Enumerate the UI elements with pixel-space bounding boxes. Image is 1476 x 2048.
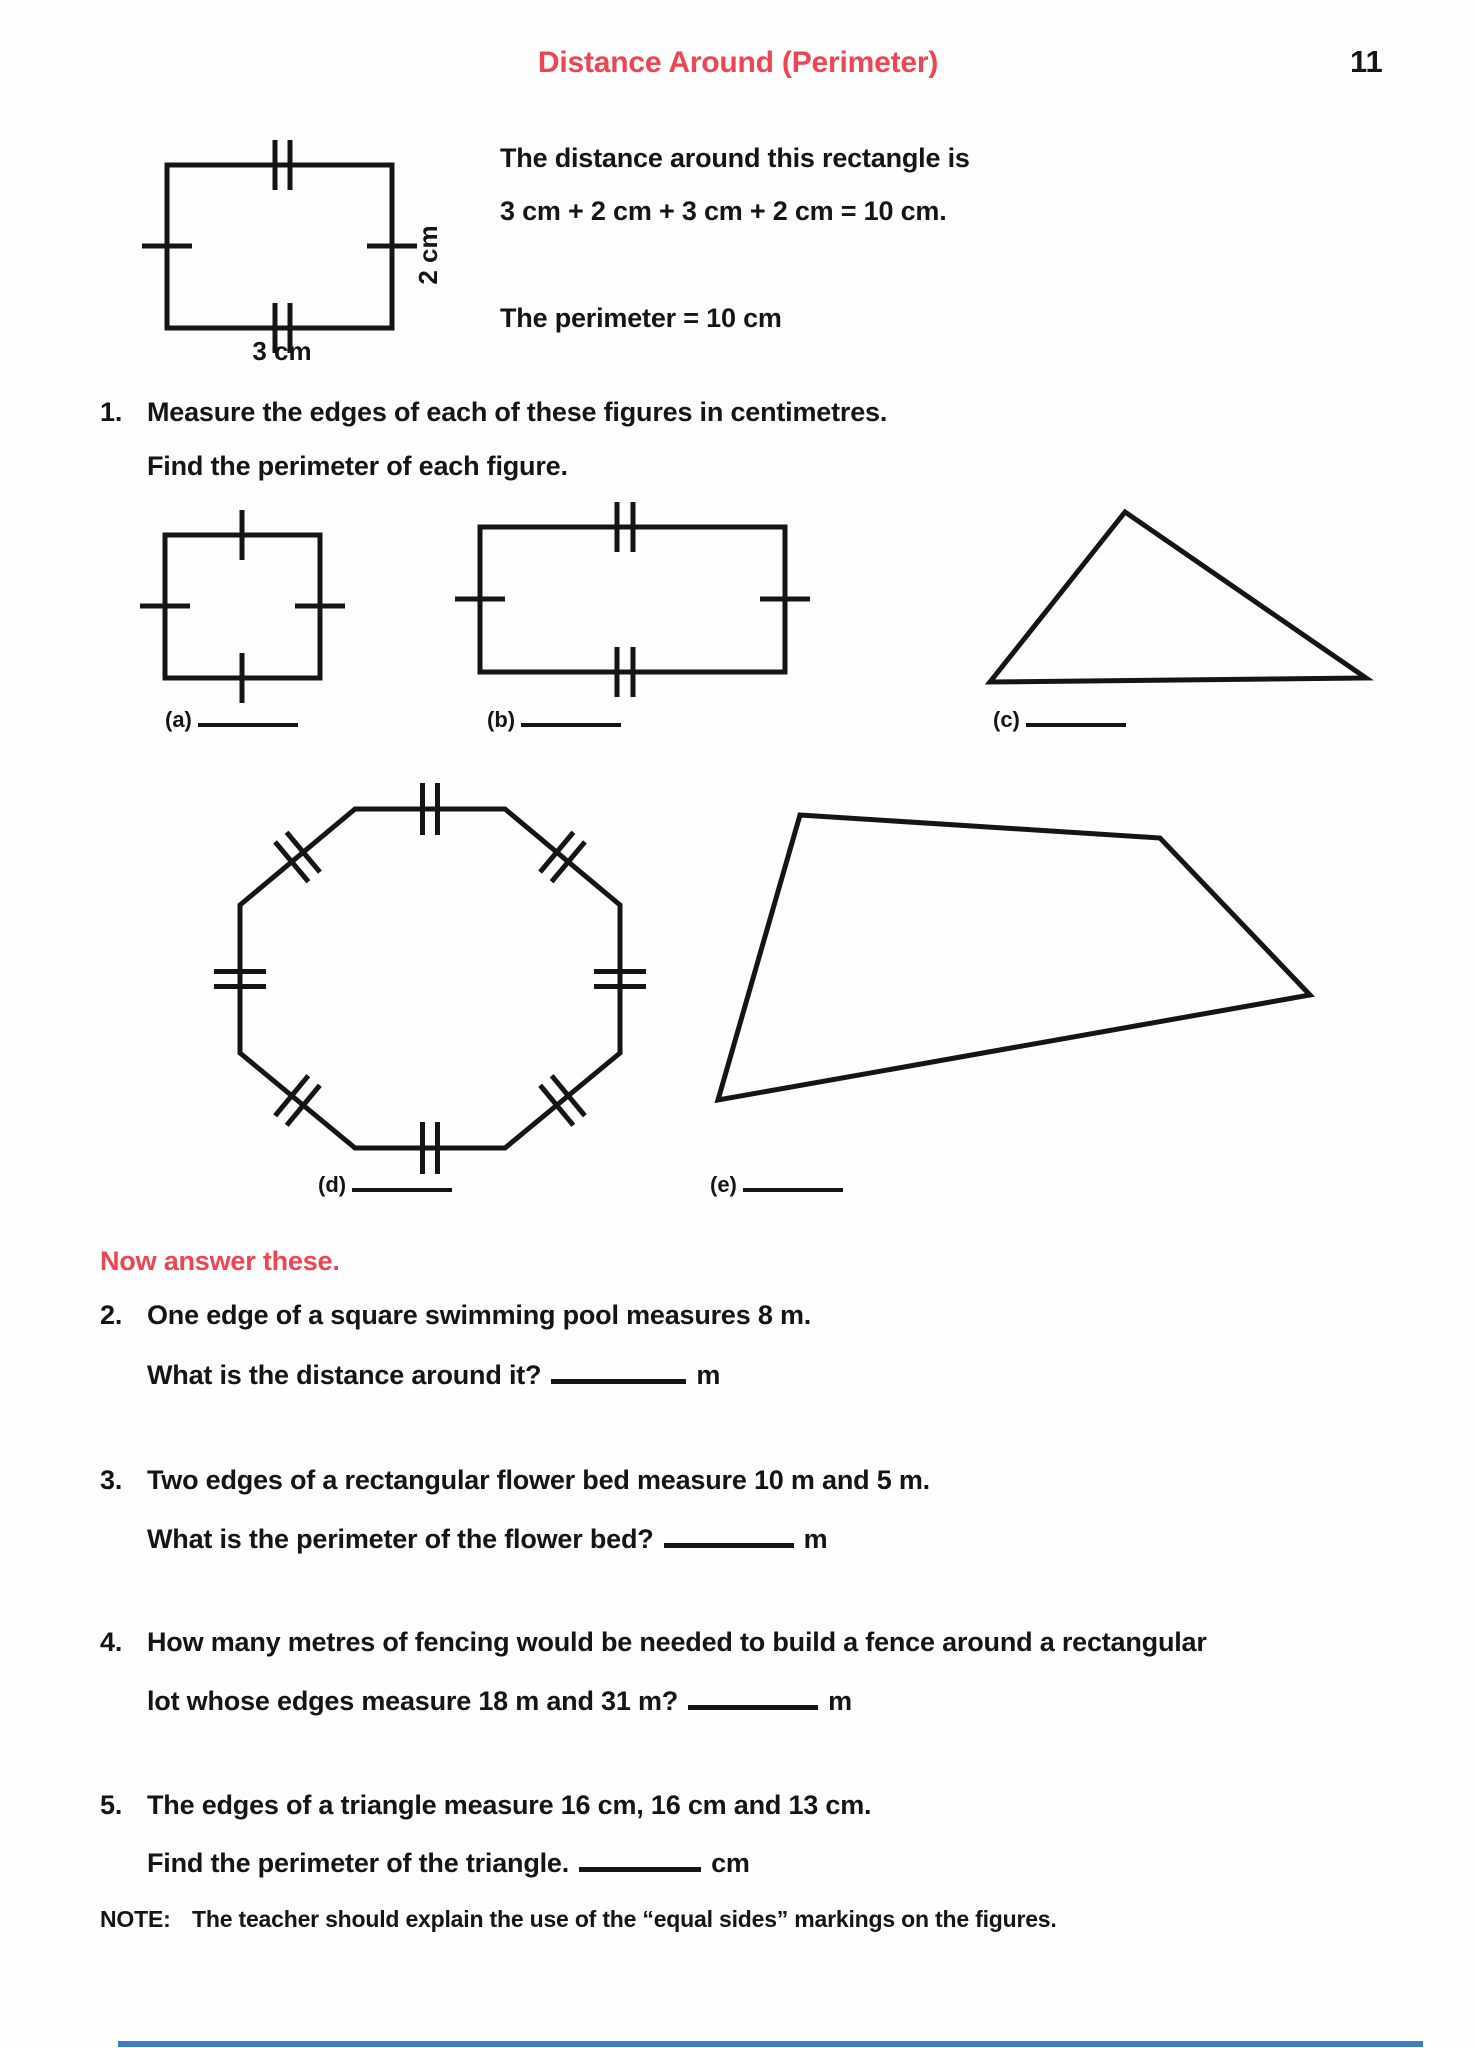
question-5-line1: 5. The edges of a triangle measure 16 cm, 16 cm and 13 cm.	[100, 1790, 872, 1820]
figure-c-label: (c)	[993, 707, 1020, 732]
question-5-answer-blank	[579, 1843, 701, 1872]
teacher-note: NOTE: The teacher should explain the use of the “equal sides” markings on the figures.	[100, 1906, 1057, 1932]
question-4-answer-blank	[688, 1681, 818, 1710]
figure-a-square	[140, 505, 355, 720]
figure-e-answer-line	[743, 1170, 843, 1192]
question-3-line2: What is the perimeter of the flower bed? m	[147, 1519, 827, 1555]
figure-c-triangle	[955, 488, 1400, 703]
figure-a-answer-line	[198, 705, 298, 727]
figure-a-answer	[165, 705, 298, 733]
example-text-line3: The perimeter = 10 cm	[500, 303, 782, 333]
question-1-line2: Find the perimeter of each figure.	[147, 451, 568, 481]
figure-c-answer	[993, 705, 1126, 733]
question-1-line1: 1. Measure the edges of each of these figures in centimetres.	[100, 397, 888, 427]
question-4-number: 4.	[100, 1627, 123, 1657]
question-4-line1: 4. How many metres of fencing would be needed to build a fence around a rectangular	[100, 1627, 1207, 1657]
question-5-line2: Find the perimeter of the triangle. cm	[147, 1843, 750, 1879]
example-height-label: 2 cm	[413, 225, 443, 285]
question-2-line2: What is the distance around it? m	[147, 1355, 720, 1391]
page-number: 11	[1350, 44, 1383, 79]
figure-e-answer	[710, 1170, 843, 1198]
question-3-answer-blank	[664, 1519, 794, 1548]
figure-d-answer	[318, 1170, 452, 1198]
example-width-label: 3 cm	[252, 336, 312, 366]
example-text-line1: The distance around this rectangle is	[500, 143, 970, 173]
example-text-line2: 3 cm + 2 cm + 3 cm + 2 cm = 10 cm.	[500, 196, 947, 226]
figure-b-rectangle	[455, 498, 817, 716]
answers-heading: Now answer these.	[100, 1246, 340, 1276]
question-2-answer-blank	[551, 1355, 686, 1384]
question-3-number: 3.	[100, 1465, 123, 1495]
figure-c-answer-line	[1026, 705, 1126, 727]
figure-b-answer	[487, 705, 621, 733]
question-5-number: 5.	[100, 1790, 123, 1820]
scan-edge-bar	[118, 2041, 1423, 2047]
figure-b-answer-line	[521, 705, 621, 727]
figure-d-octagon	[215, 780, 645, 1180]
figure-e-label: (e)	[710, 1172, 737, 1197]
question-3-line1: 3. Two edges of a rectangular flower bed measure 10 m and 5 m.	[100, 1465, 930, 1495]
question-1-number: 1.	[100, 397, 123, 427]
figure-a-label: (a)	[165, 707, 192, 732]
figure-e-quadrilateral	[690, 780, 1340, 1125]
figure-b-label: (b)	[487, 707, 516, 732]
question-4-line2: lot whose edges measure 18 m and 31 m? m	[147, 1681, 852, 1717]
page-title: Distance Around (Perimeter)	[537, 46, 939, 79]
teacher-note-label: NOTE:	[100, 1906, 171, 1932]
figure-d-answer-line	[352, 1170, 452, 1192]
figure-d-label: (d)	[318, 1172, 347, 1197]
question-2-line1: 2. One edge of a square swimming pool measures 8 m.	[100, 1300, 812, 1330]
question-2-number: 2.	[100, 1300, 123, 1330]
